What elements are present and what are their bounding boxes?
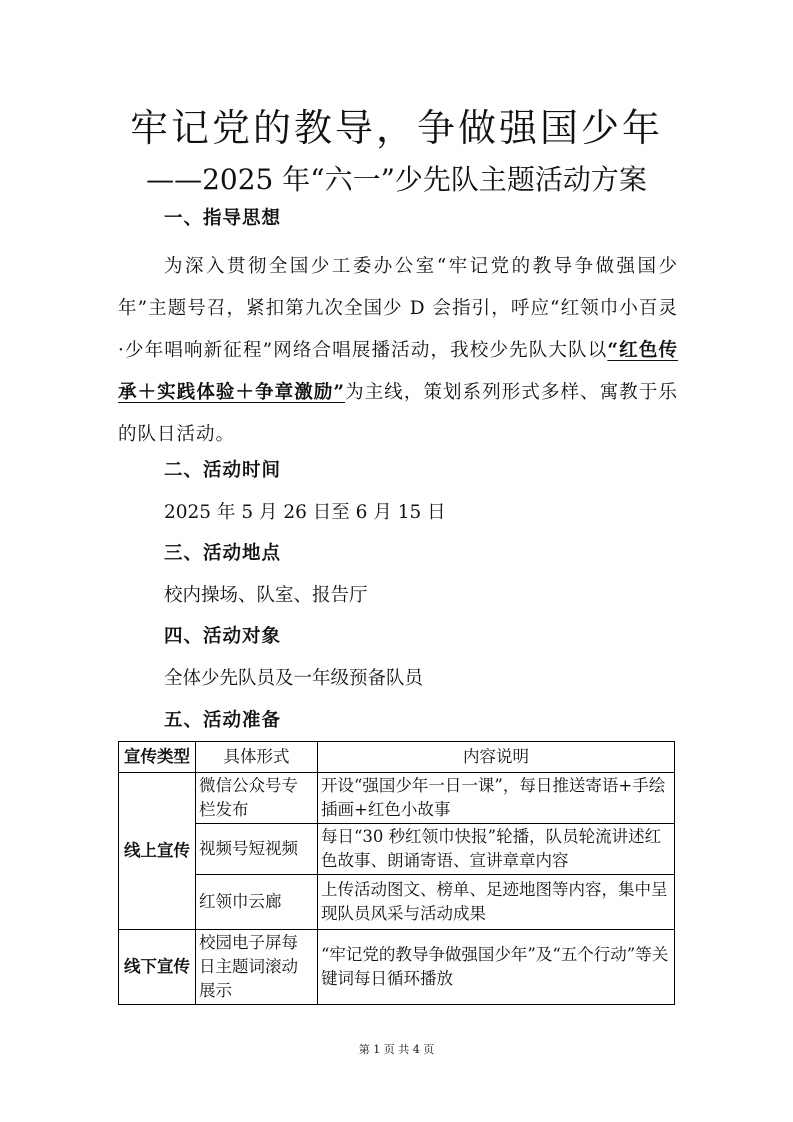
activity-location: 校内操场、队室、报告厅 bbox=[164, 585, 368, 606]
table-row bbox=[119, 773, 675, 824]
form-cell: 红领巾云廊 bbox=[196, 875, 318, 930]
section-heading-guiding: 一、指导思想 bbox=[164, 208, 282, 229]
document-subtitle: ——2025 年“六一”少先队主题活动方案 bbox=[146, 163, 647, 196]
desc-cell: 上传活动图文、榜单、足迹地图等内容，集中呈现队员风采与活动成果 bbox=[318, 875, 675, 930]
table-row bbox=[119, 824, 675, 875]
document-title: 牢记党的教导，争做强国少年 bbox=[129, 106, 663, 150]
desc-cell: 每日“30 秒红领巾快报”轮播，队员轮流讲述红色故事、朗诵寄语、宣讲章章内容 bbox=[318, 824, 675, 875]
desc-cell: “牢记党的教导争做强国少年”及“五个行动”等关键词每日循环播放 bbox=[318, 930, 675, 1005]
desc-cell: 开设“强国少年一日一课”，每日推送寄语+手绘插画+红色小故事 bbox=[318, 773, 675, 824]
form-cell: 校园电子屏每日主题词滚动展示 bbox=[196, 930, 318, 1005]
form-cell: 视频号短视频 bbox=[196, 824, 318, 875]
table-header-row bbox=[119, 742, 675, 773]
header-form: 具体形式 bbox=[196, 742, 318, 773]
guiding-emphasis: “红色传承＋实践体验＋争章激励” bbox=[118, 340, 678, 403]
activity-participants: 全体少先队员及一年级预备队员 bbox=[164, 668, 424, 689]
section-heading-participants: 四、活动对象 bbox=[164, 626, 282, 647]
guiding-text-before: 为深入贯彻全国少工委办公室“牢记党的教导争做强国少年”主题号召，紧扣第九次全国少 D 会指引，呼应“红领巾小百灵·少年唱响新征程”网络合唱展播活动，我校少先队大队以 bbox=[118, 256, 678, 361]
page-footer: 第 1 页 共 4 页 bbox=[358, 1043, 435, 1056]
guiding-paragraph bbox=[118, 246, 678, 456]
form-cell: 微信公众号专栏发布 bbox=[196, 773, 318, 824]
header-type: 宣传类型 bbox=[119, 742, 196, 773]
activity-time: 2025 年 5 月 26 日至 6 月 15 日 bbox=[164, 502, 446, 523]
category-offline: 线下宣传 bbox=[119, 930, 196, 1005]
header-desc: 内容说明 bbox=[318, 742, 675, 773]
category-online: 线上宣传 bbox=[119, 773, 196, 930]
section-heading-location: 三、活动地点 bbox=[164, 543, 282, 564]
table-row bbox=[119, 930, 675, 1005]
preparation-table bbox=[118, 741, 675, 1005]
table-row bbox=[119, 875, 675, 930]
section-heading-preparation: 五、活动准备 bbox=[164, 710, 282, 731]
guiding-text-after: 为主线，策划系列形式多样、寓教于乐的队日活动。 bbox=[118, 382, 678, 445]
section-heading-time: 二、活动时间 bbox=[164, 460, 282, 481]
